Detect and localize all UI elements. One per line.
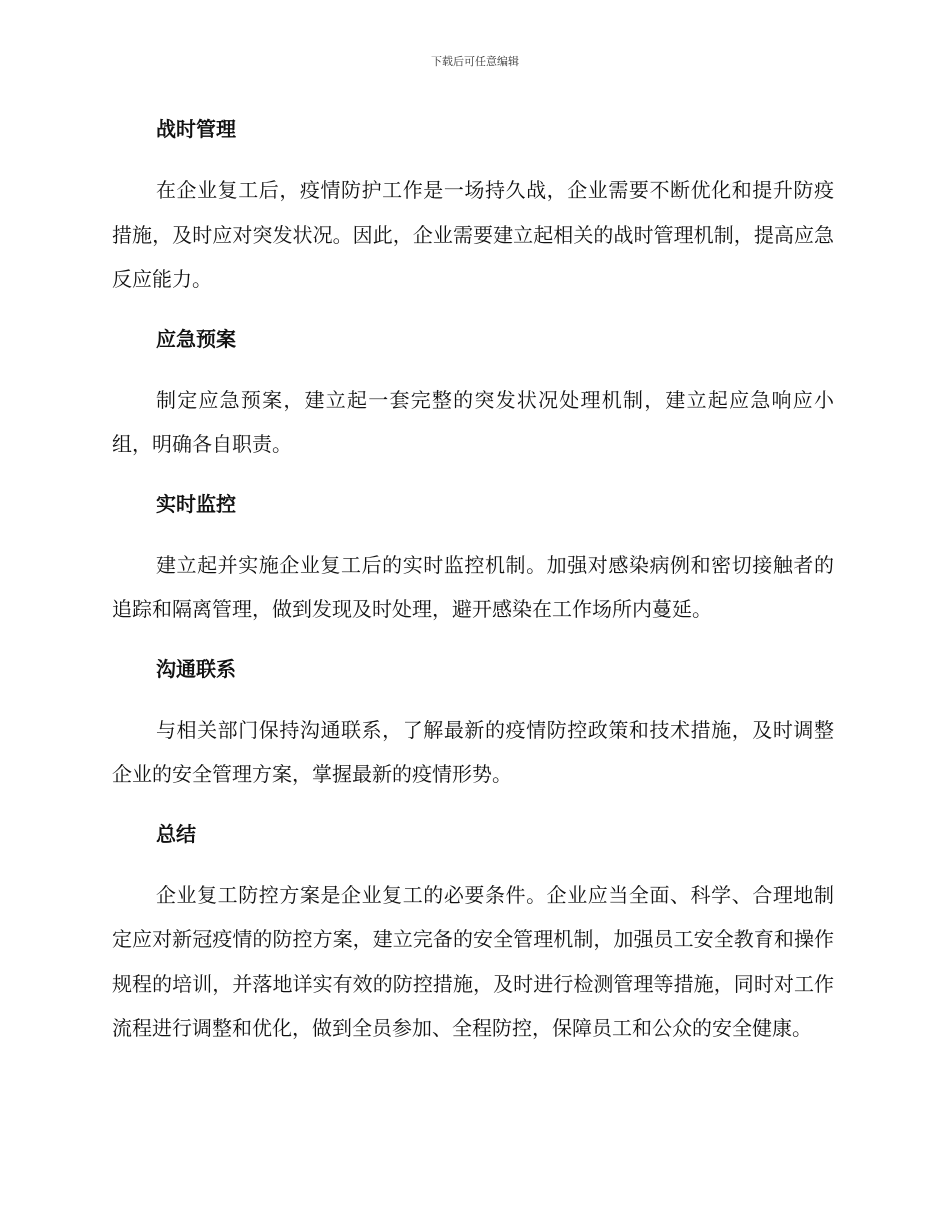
- document-body: [112, 112, 834, 1051]
- page-header-note: 下载后可任意编辑: [431, 55, 519, 68]
- section-body-wartime-management: 在企业复工后，疫情防护工作是一场持久战，企业需要不断优化和提升防疫措施，及时应对突发状况。因此，企业需要建立起相关的战时管理机制，提高应急反应能力。: [112, 178, 834, 291]
- section-body-summary: 企业复工防控方案是企业复工的必要条件。企业应当全面、科学、合理地制定应对新冠疫情的防控方案，建立完备的安全管理机制，加强员工安全教育和操作规程的培训，并落地详实有效的防控措施，及时进行检测管理等措施，同时对工作流程进行调整和优化，做到全员参加、全程防控，保障员工和公众的安全健康。: [112, 882, 834, 1040]
- section-title-communication: 沟通联系: [156, 656, 236, 681]
- section-body-real-time-monitoring: 建立起并实施企业复工后的实时监控机制。加强对感染病例和密切接触者的追踪和隔离管理，做到发现及时处理，避开感染在工作场所内蔓延。: [112, 552, 834, 621]
- section-title-summary: 总结: [156, 821, 196, 846]
- section-title-emergency-plan: 应急预案: [156, 326, 236, 351]
- section-title-wartime-management: 战时管理: [156, 117, 236, 141]
- section-body-communication: 与相关部门保持沟通联系，了解最新的疫情防控政策和技术措施，及时调整企业的安全管理方案，掌握最新的疫情形势。: [112, 717, 834, 786]
- section-title-real-time-monitoring: 实时监控: [156, 491, 236, 516]
- section-body-emergency-plan: 制定应急预案，建立起一套完整的突发状况处理机制，建立起应急响应小组，明确各自职责。: [112, 387, 834, 456]
